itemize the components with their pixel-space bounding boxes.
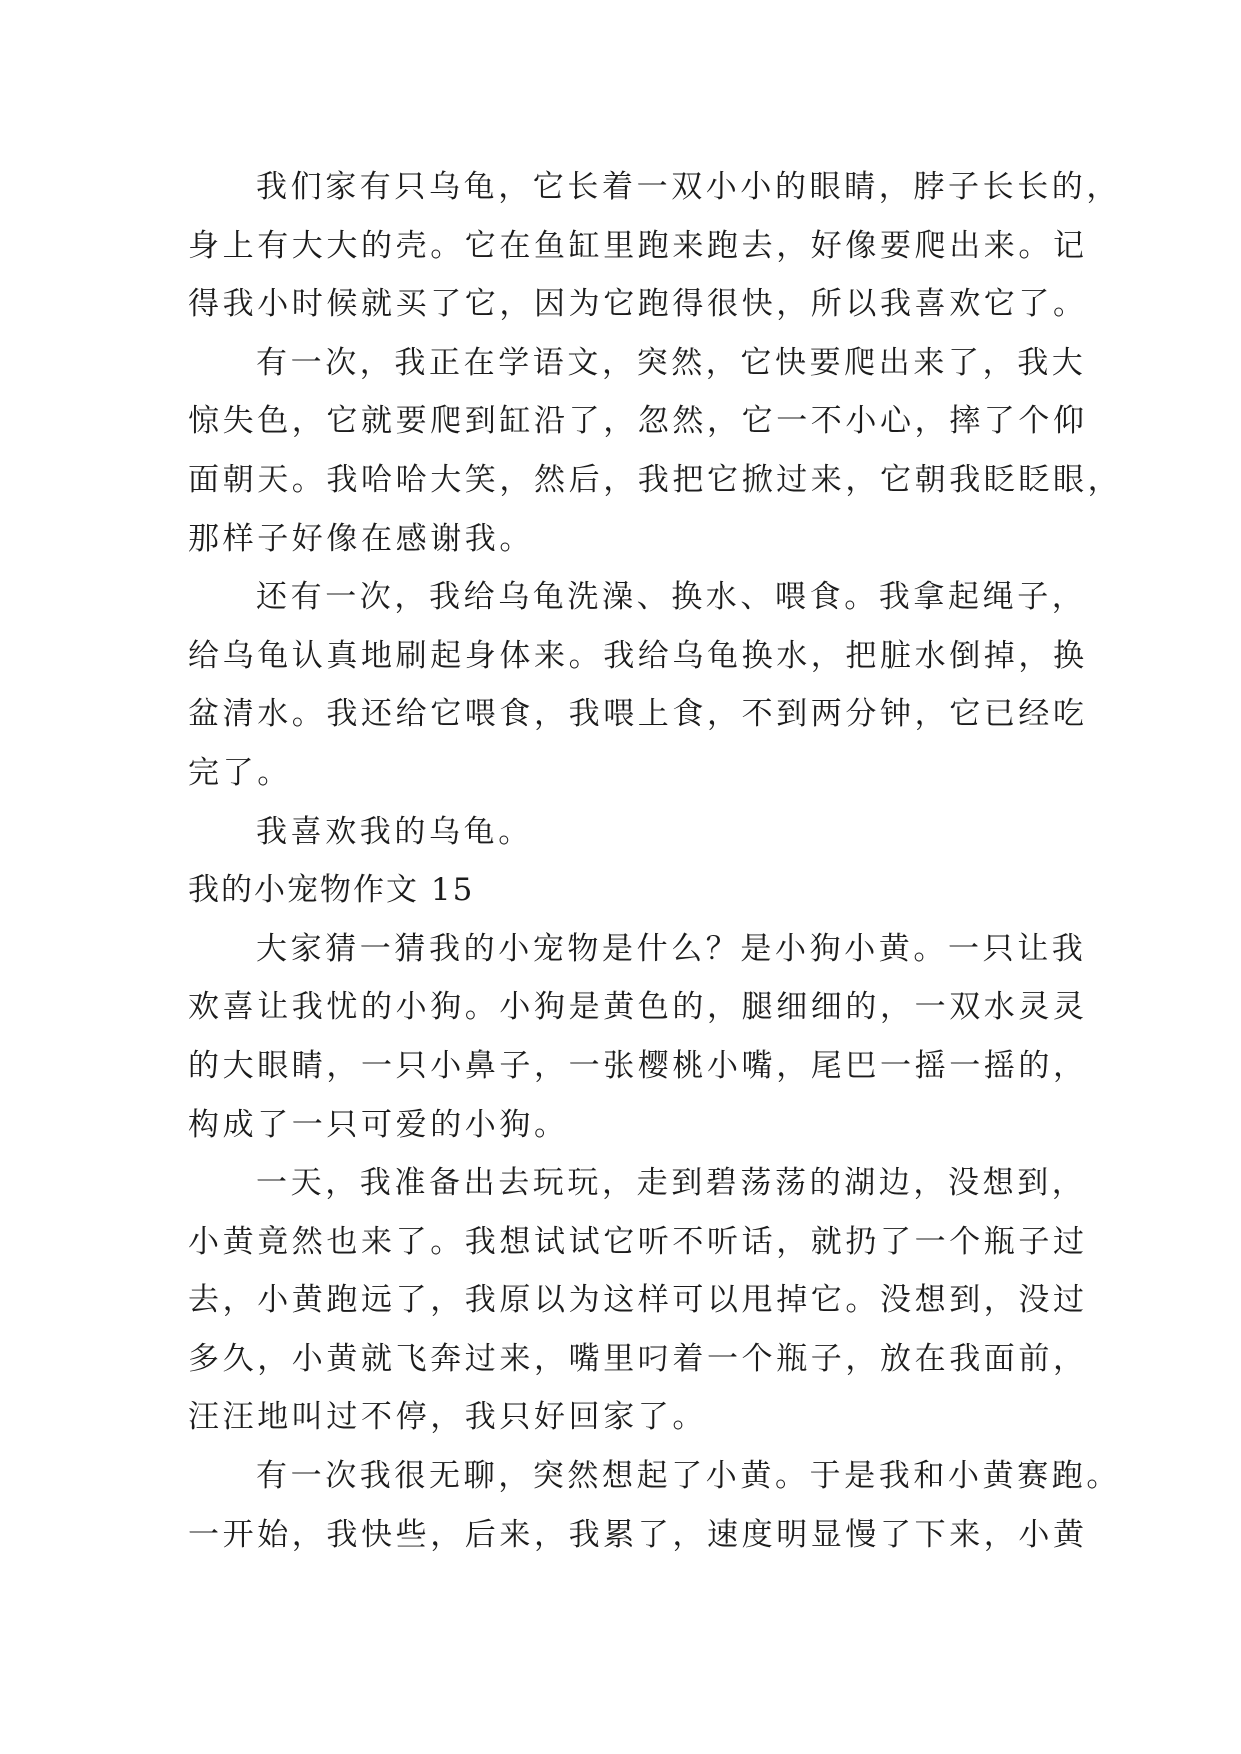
text-line: 小黄竟然也来了。我想试试它听不听话，就扔了一个瓶子过 — [188, 1223, 1088, 1260]
text-line: 欢喜让我忧的小狗。小狗是黄色的，腿细细的，一双水灵灵 — [188, 989, 1088, 1026]
text-line: 大家猜一猜我的小宠物是什么？是小狗小黄。一只让我 — [256, 930, 1087, 967]
document-body — [188, 158, 1123, 1564]
text-line: 身上有大大的壳。它在鱼缸里跑来跑去，好像要爬出来。记 — [188, 227, 1088, 264]
text-line: 惊失色，它就要爬到缸沿了，忽然，它一不小心，摔了个仰 — [188, 403, 1088, 440]
text-line: 去，小黄跑远了，我原以为这样可以甩掉它。没想到，没过 — [188, 1282, 1088, 1319]
text-line: 给乌龟认真地刷起身体来。我给乌龟换水，把脏水倒掉，换 — [188, 637, 1088, 674]
text-line: 一天，我准备出去玩玩，走到碧荡荡的湖边，没想到， — [256, 1165, 1087, 1202]
text-line: 有一次，我正在学语文，突然，它快要爬出来了，我大 — [256, 344, 1087, 381]
text-line: 一开始，我快些，后来，我累了，速度明显慢了下来，小黄 — [188, 1516, 1088, 1553]
text-line: 盆清水。我还给它喂食，我喂上食，不到两分钟，它已经吃 — [188, 696, 1088, 733]
text-line: 完了。 — [188, 754, 292, 791]
text-line: 有一次我很无聊，突然想起了小黄。于是我和小黄赛跑。 — [256, 1458, 1121, 1495]
text-line: 的大眼睛，一只小鼻子，一张樱桃小嘴，尾巴一摇一摇的， — [188, 1047, 1088, 1084]
text-line: 汪汪地叫过不停，我只好回家了。 — [188, 1399, 707, 1436]
section-heading: 我的小宠物作文 15 — [188, 872, 475, 909]
text-line: 构成了一只可爱的小狗。 — [188, 1106, 569, 1143]
text-line: 那样子好像在感谢我。 — [188, 520, 534, 557]
text-line: 面朝天。我哈哈大笑，然后，我把它掀过来，它朝我眨眨眼， — [188, 461, 1123, 498]
text-line: 还有一次，我给乌龟洗澡、换水、喂食。我拿起绳子， — [256, 579, 1087, 616]
text-line: 多久，小黄就飞奔过来，嘴里叼着一个瓶子，放在我面前， — [188, 1340, 1088, 1377]
text-line: 我喜欢我的乌龟。 — [256, 813, 533, 850]
text-line: 我们家有只乌龟，它长着一双小小的眼睛，脖子长长的， — [256, 169, 1121, 205]
text-line: 得我小时候就买了它，因为它跑得很快，所以我喜欢它了。 — [188, 286, 1088, 323]
